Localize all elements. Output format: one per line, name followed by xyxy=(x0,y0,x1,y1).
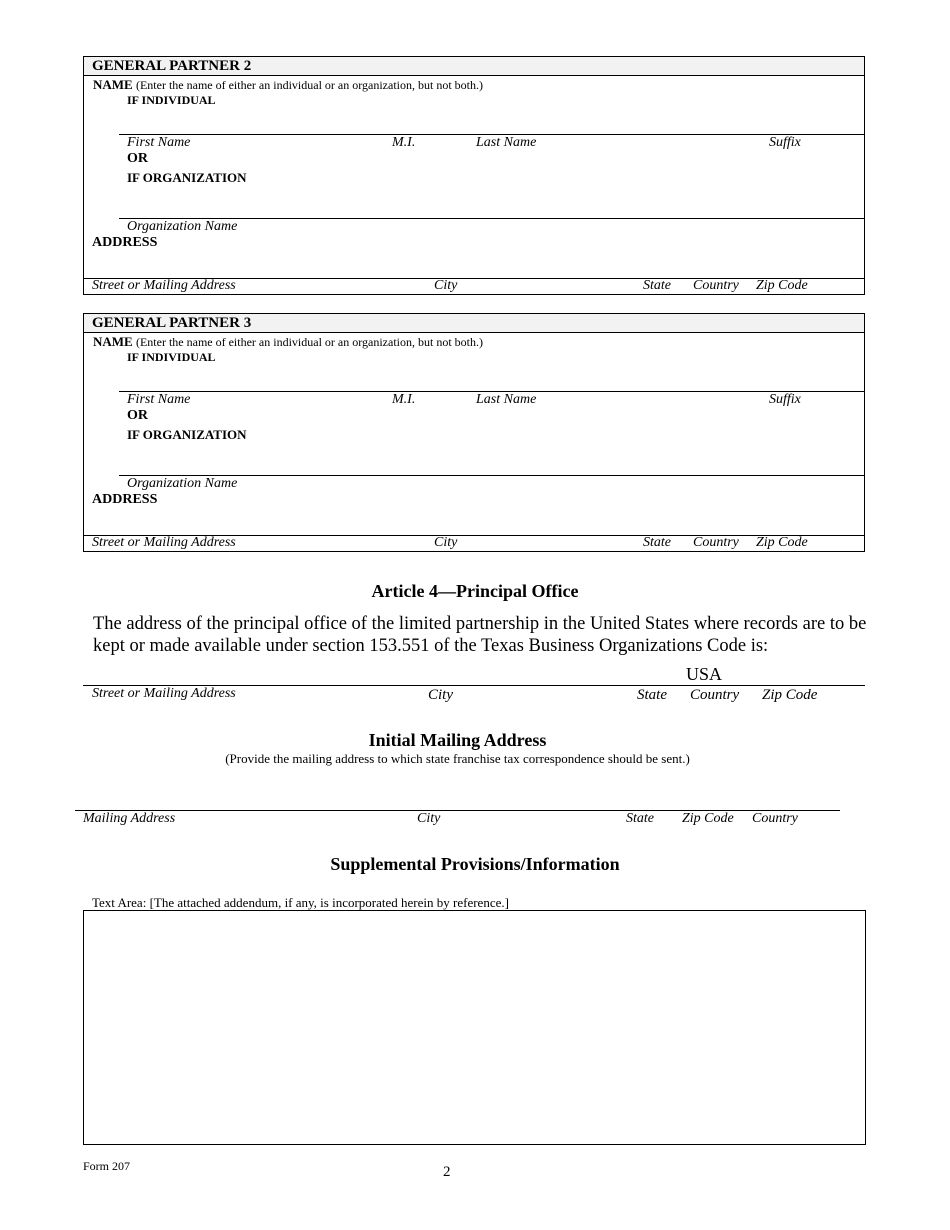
principal-state-label: State xyxy=(637,687,667,703)
or-label: OR xyxy=(127,408,148,423)
zip-label: Zip Code xyxy=(756,535,808,550)
name-label: NAME xyxy=(93,334,133,349)
state-label: State xyxy=(643,535,671,550)
if-organization-label: IF ORGANIZATION xyxy=(127,170,247,185)
name-label: NAME xyxy=(93,77,133,92)
organization-name-label: Organization Name xyxy=(127,219,238,234)
mi-label: M.I. xyxy=(392,135,416,150)
first-name-label: First Name xyxy=(127,135,191,150)
organization-name-label: Organization Name xyxy=(127,476,238,491)
street-label: Street or Mailing Address xyxy=(92,278,236,293)
principal-street-label: Street or Mailing Address xyxy=(92,686,236,701)
or-label: OR xyxy=(127,151,148,166)
principal-zip-label: Zip Code xyxy=(762,687,818,703)
article-4-title: Article 4—Principal Office xyxy=(371,581,579,601)
name-instruction: (Enter the name of either an individual or an organization, but not both.) xyxy=(135,335,483,349)
general-partner-3-section xyxy=(83,313,865,552)
if-individual-label: IF INDIVIDUAL xyxy=(127,93,216,107)
state-label: State xyxy=(643,278,671,293)
text-area-label: Text Area: [The attached addendum, if any, is incorporated herein by reference.] xyxy=(92,895,509,910)
name-instruction: (Enter the name of either an individual or an organization, but not both.) xyxy=(135,78,483,92)
page-number: 2 xyxy=(443,1164,451,1180)
zip-label: Zip Code xyxy=(756,278,808,293)
address-label: ADDRESS xyxy=(92,492,158,507)
article-4-text: The address of the principal office of the limited partnership in the United States where records are to be kept or made available under section 153.551 of the Texas Business Organizations Code is: xyxy=(93,614,867,656)
section-header: GENERAL PARTNER 3 xyxy=(84,314,864,333)
general-partner-2-section xyxy=(83,56,865,295)
principal-office-country-value[interactable]: USA xyxy=(686,664,723,684)
form-number: Form 207 xyxy=(83,1159,131,1173)
name-label-row xyxy=(93,334,483,350)
mailing-zip-label: Zip Code xyxy=(682,811,734,826)
address-label: ADDRESS xyxy=(92,235,158,250)
mailing-title: Initial Mailing Address xyxy=(368,730,547,750)
mailing-city-label: City xyxy=(417,811,441,826)
section-header: GENERAL PARTNER 2 xyxy=(84,57,864,76)
mailing-country-label: Country xyxy=(752,811,798,826)
name-label-row xyxy=(93,77,483,93)
country-label: Country xyxy=(693,535,739,550)
street-label: Street or Mailing Address xyxy=(92,535,236,550)
last-name-label: Last Name xyxy=(476,135,537,150)
mi-label: M.I. xyxy=(392,392,416,407)
mailing-address-label: Mailing Address xyxy=(83,811,176,826)
supplemental-title: Supplemental Provisions/Information xyxy=(330,854,620,874)
principal-city-label: City xyxy=(428,687,453,703)
if-organization-label: IF ORGANIZATION xyxy=(127,427,247,442)
last-name-label: Last Name xyxy=(476,392,537,407)
mailing-subtitle: (Provide the mailing address to which state franchise tax correspondence should be sent.) xyxy=(225,751,690,766)
supplemental-text-area[interactable] xyxy=(83,910,866,1145)
suffix-label: Suffix xyxy=(769,392,801,407)
principal-country-label: Country xyxy=(690,687,740,703)
city-label: City xyxy=(434,278,458,293)
if-individual-label: IF INDIVIDUAL xyxy=(127,350,216,364)
city-label: City xyxy=(434,535,458,550)
first-name-label: First Name xyxy=(127,392,191,407)
country-label: Country xyxy=(693,278,739,293)
mailing-state-label: State xyxy=(626,811,654,826)
suffix-label: Suffix xyxy=(769,135,801,150)
